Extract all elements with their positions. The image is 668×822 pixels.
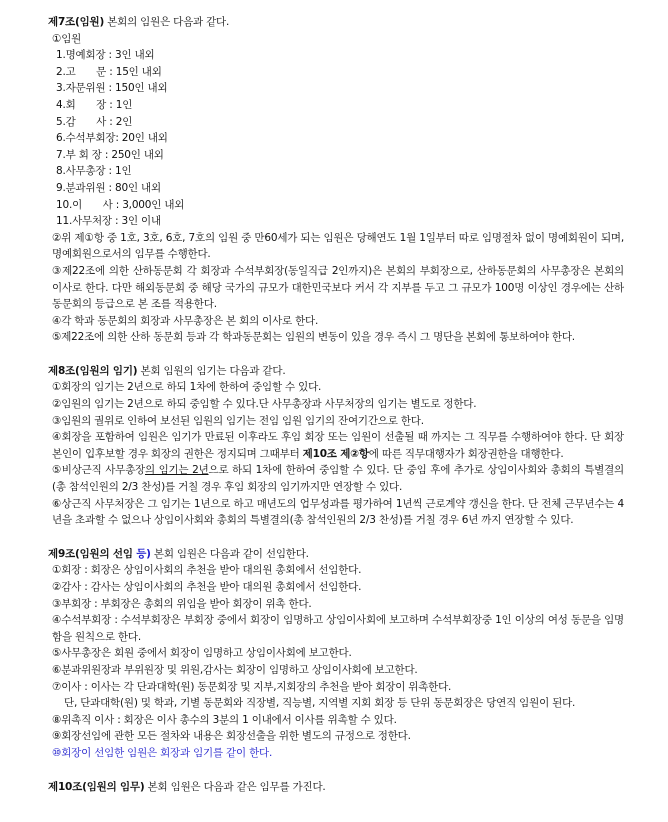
article-7-title: 제7조(임원) xyxy=(48,16,105,28)
article-7-heading xyxy=(48,14,624,31)
article-10-2-reference: 제10조 제②항 xyxy=(302,447,369,460)
article-9-para-10: ⑩회장이 선임한 임원은 회장과 임기를 같이 한다. xyxy=(52,746,273,759)
article-10 xyxy=(48,779,624,796)
officer-list xyxy=(48,47,624,230)
article-7 xyxy=(48,14,624,346)
article-8-para-4-text-end: 에 따른 직무대행자가 회장권한을 대행한다. xyxy=(368,447,564,460)
officer-list-item: 2.고 문 : 15인 내외 xyxy=(56,65,162,78)
article-8-para-5-underlined: 의 임기는 2년 xyxy=(144,464,209,477)
article-10-title: 제10조(임원의 임무) xyxy=(48,780,145,793)
article-9-para-7-note: 단, 단과대학(원) 및 학과, 기별 동문회와 직장별, 직능별, 지역별 지회 회장 등 단위 동문회장은 당연직 임원이 된다. xyxy=(64,697,576,710)
article-9-para-3: ③부회장 : 부회장은 총회의 위임을 받아 회장이 위촉 한다. xyxy=(52,597,312,610)
article-8-intro: 본회 임원의 임기는 다음과 같다. xyxy=(137,364,286,377)
officer-list-item: 9.분과위원 : 80인 내외 xyxy=(56,181,161,194)
article-10-heading xyxy=(48,779,624,796)
officer-list-item: 11.사무처장 : 3인 이내 xyxy=(56,215,161,228)
article-8-para-2: ②임원의 임기는 2년으로 하되 중임할 수 있다.단 사무총장과 사무처장의 임기는 별도로 정한다. xyxy=(52,398,477,411)
article-7-para-2: ②위 제①항 중 1호, 3호, 6호, 7호의 임원 중 만60세가 되는 임원은 당해연도 1월 1일부터 따로 임명절차 없이 명예회원이 되며, 명예회원으로서의 임무를 수행한다. xyxy=(52,231,624,261)
article-7-para-5: ⑤제22조에 의한 산하 동문회 등과 각 학과동문회는 임원의 변동이 있을 경우 즉시 그 명단을 본회에 통보하여야 한다. xyxy=(52,331,575,344)
article-8-para-4 xyxy=(48,429,624,462)
officer-list-item: 8.사무총장 : 1인 xyxy=(56,165,132,178)
article-8-para-6: ⑥상근직 사무처장은 그 임기는 1년으로 하고 매년도의 업무성과를 평가하여 1년씩 근로계약 갱신을 한다. 단 전체 근무년수는 4년을 초과할 수 없으나 상임이사회와 총회의 특별결의(총 참석인원의 2/3 찬성)를 거칠 경우 6년 까지 연장할 수 있다. xyxy=(52,497,624,527)
officer-list-item: 4.회 장 : 1인 xyxy=(56,98,133,111)
article-7-intro: 본회의 임원은 다음과 같다. xyxy=(104,16,230,28)
officer-list-item: 1.명예회장 : 3인 내외 xyxy=(56,49,155,62)
article-8-title: 제8조(임원의 임기) xyxy=(48,364,138,377)
article-9-para-9: ⑨회장선임에 관한 모든 절차와 내용은 회장선출을 위한 별도의 규정으로 정한다. xyxy=(52,730,411,743)
article-9-title: 제9조(임원의 선임 xyxy=(48,547,133,560)
article-8-heading xyxy=(48,363,624,380)
officer-list-item: 7.부 회 장 : 250인 내외 xyxy=(56,148,164,161)
article-8 xyxy=(48,363,624,529)
article-8-para-3: ③임원의 궐위로 인하여 보선된 임원의 임기는 전임 임원 임기의 잔여기간으로 한다. xyxy=(52,414,424,427)
officer-list-item: 5.감 사 : 2인 xyxy=(56,115,133,128)
article-8-para-5 xyxy=(48,462,624,495)
article-7-para-3: ③제22조에 의한 산하동문회 각 회장과 수석부회장(동일직급 2인까지)은 본회의 부회장으로, 산하동문회의 사무총장은 본회의 이사로 한다. 다만 해외동문회 중 해당 국가의 규모가 대한민국보다 커서 각 지부를 두고 그 규모가 100명 이상인 경우에는 산하동문회의 등급으로 본 조를 적용한다. xyxy=(52,264,624,311)
officer-list-item: 6.수석부회장: 20인 내외 xyxy=(56,132,168,145)
article-9-intro: 본회 임원은 다음과 같이 선임한다. xyxy=(150,547,309,560)
article-9-title-blue: 등) xyxy=(132,547,151,560)
article-9-para-7: ⑦이사 : 이사는 각 단과대학(원) 동문회장 및 지부,지회장의 추천을 받아 회장이 위촉한다. xyxy=(52,680,452,693)
article-8-para-5-text-end: 으로 하되 1차에 한하여 중임할 수 있다. 단 중임 후에 추가로 상임이사회와 총회의 특별결의(총 참석인원의 2/3 찬성)를 거칠 경우 후임 회장의 임기까지만 연장할 수 있다. xyxy=(52,464,624,494)
article-9-para-4: ④수석부회장 : 수석부회장은 부회장 중에서 회장이 임명하고 상임이사회에 보고하며 수석부회장중 1인 이상의 여성 동문을 임명함을 원칙으로 한다. xyxy=(52,614,624,643)
article-9 xyxy=(48,546,624,762)
officer-list-item: 3.자문위원 : 150인 내외 xyxy=(56,82,168,95)
article-9-heading xyxy=(48,546,624,563)
article-8-para-4-text: ④회장을 포함하여 임원은 임기가 만료된 이후라도 후임 회장 또는 임원이 선출될 때 까지는 그 직무를 수행하여야 한다. 단 회장 본인이 입후보할 경우 회장의 권한은 정지되며 그때부터 xyxy=(52,431,624,460)
officer-list-item: 10.이 사 : 3,000인 내외 xyxy=(56,198,185,211)
article-9-para-2: ②감사 : 감사는 상임이사회의 추천을 받아 대의원 총회에서 선임한다. xyxy=(52,581,362,593)
article-9-para-8: ⑧위촉직 이사 : 회장은 이사 총수의 3분의 1 이내에서 이사를 위촉할 수 있다. xyxy=(52,713,397,726)
article-9-para-6: ⑥분과위원장과 부위원장 및 위원,감사는 회장이 임명하고 상임이사회에 보고한다. xyxy=(52,663,418,676)
article-9-para-1: ①회장 : 회장은 상임이사회의 추천을 받아 대의원 총회에서 선임한다. xyxy=(52,564,362,577)
article-7-para-1-label: ①임원 xyxy=(52,32,82,45)
article-8-para-5-text: ⑤비상근직 사무총장 xyxy=(52,464,145,477)
article-7-para-4: ④각 학과 동문회의 회장과 사무총장은 본 회의 이사로 한다. xyxy=(52,314,319,327)
article-8-para-1: ①회장의 임기는 2년으로 하되 1차에 한하여 중임할 수 있다. xyxy=(52,381,322,394)
article-9-para-5: ⑤사무총장은 회원 중에서 회장이 임명하고 상임이사회에 보고한다. xyxy=(52,647,352,660)
article-10-intro: 본회 임원은 다음과 같은 임무를 가진다. xyxy=(144,780,326,793)
